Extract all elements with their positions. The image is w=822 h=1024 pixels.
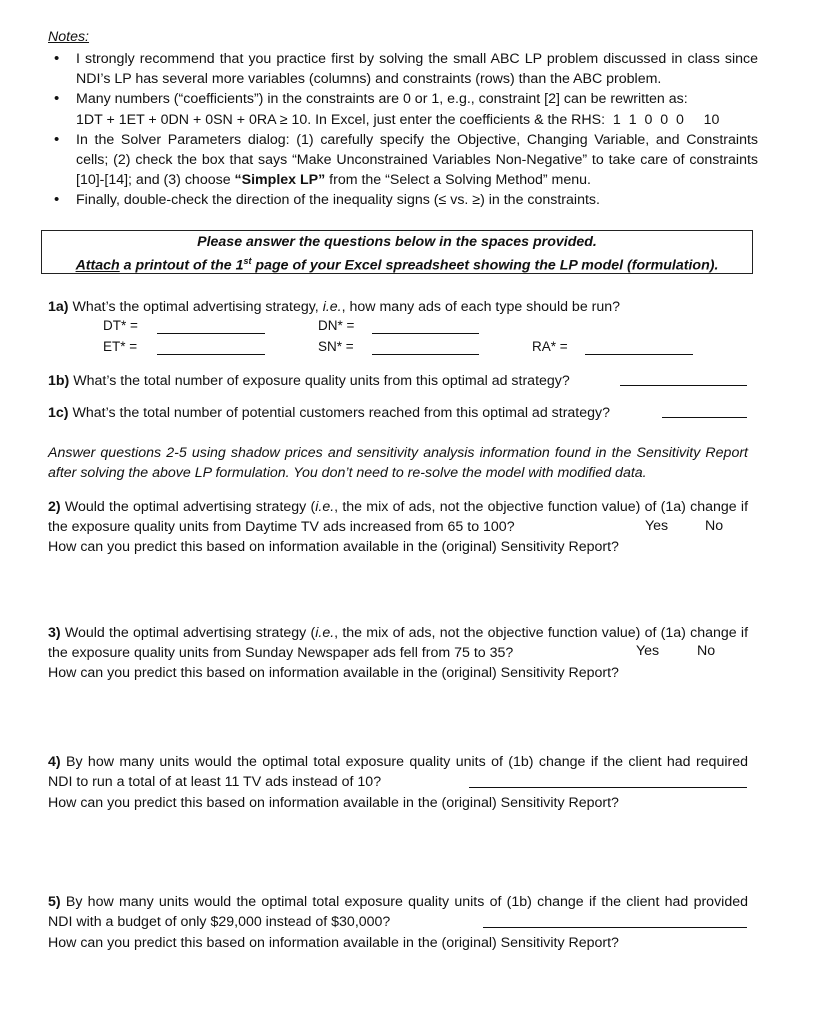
q4-answer-blank[interactable]	[469, 787, 747, 788]
section-intro: Answer questions 2-5 using shadow prices and sensitivity analysis information found in the Sensitivity Report after solving the above LP formulation. You don’t need to re-solve the model with modified data.	[48, 445, 748, 481]
q3-yes-option[interactable]: Yes	[636, 643, 660, 659]
instruction-line-2: Attach a printout of the 1st page of your Excel spreadsheet showing the LP model (formulation).	[75, 256, 719, 274]
ra-label: RA* =	[532, 339, 568, 354]
instruction-box	[41, 230, 753, 274]
sn-answer-blank[interactable]	[372, 354, 479, 355]
ra-answer-blank[interactable]	[585, 354, 693, 355]
et-answer-blank[interactable]	[157, 354, 265, 355]
q4-how-prompt: How can you predict this based on information available in the (original) Sensitivity Report?	[48, 795, 619, 811]
q3-how-prompt: How can you predict this based on information available in the (original) Sensitivity Report?	[48, 665, 619, 681]
dn-label: DN* =	[318, 318, 355, 333]
question-3: 3) Would the optimal advertising strategy (i.e., the mix of ads, not the objective function value) of (1a) change if the exposure quality units from Sunday Newspaper ads fell from 75 to 35?	[48, 625, 749, 661]
q1c-answer-blank[interactable]	[662, 417, 747, 418]
q2-no-option[interactable]: No	[705, 518, 724, 534]
q2-yes-option[interactable]: Yes	[645, 518, 669, 534]
note-coefficients: Many numbers (“coefficients”) in the constraints are 0 or 1, e.g., constraint [2] can be rewritten as:	[76, 91, 688, 108]
q1b-answer-blank[interactable]	[620, 385, 747, 386]
simplex-lp-label: “Simplex LP”	[234, 172, 326, 189]
notes-list	[48, 49, 758, 211]
dn-answer-blank[interactable]	[372, 333, 479, 334]
et-label: ET* =	[103, 339, 138, 354]
sn-label: SN* =	[318, 339, 354, 354]
q5-how-prompt: How can you predict this based on information available in the (original) Sensitivity Report?	[48, 935, 619, 951]
question-1b: 1b) What’s the total number of exposure quality units from this optimal ad strategy?	[48, 373, 570, 389]
question-5: 5) By how many units would the optimal total exposure quality units of (1b) change if the client had provided NDI with a budget of only $29,000 instead of $30,000?	[48, 894, 748, 930]
note-constraint-example: 1DT + 1ET + 0DN + 0SN + 0RA ≥ 10. In Excel, just enter the coefficients & the RHS: 1 1 0 0 0 10	[76, 111, 720, 128]
list-item: • Finally, double-check the direction of the inequality signs (≤ vs. ≥) in the constraints.	[48, 190, 758, 210]
question-4: 4) By how many units would the optimal total exposure quality units of (1b) change if the client had required NDI to run a total of at least 11 TV ads instead of 10?	[48, 754, 748, 790]
q2-how-prompt: How can you predict this based on information available in the (original) Sensitivity Report?	[48, 539, 619, 555]
q5-answer-blank[interactable]	[483, 927, 747, 928]
question-2: 2) Would the optimal advertising strategy (i.e., the mix of ads, not the objective function value) of (1a) change if the exposure quality units from Daytime TV ads increased from 65 to 100?	[48, 499, 749, 535]
list-item	[48, 89, 758, 129]
question-1c: 1c) What’s the total number of potential customers reached from this optimal ad strategy?	[48, 405, 611, 421]
dt-answer-blank[interactable]	[157, 333, 265, 334]
list-item: • I strongly recommend that you practice first by solving the small ABC LP problem discussed in class since NDI’s LP has several more variables (columns) and constraints (rows) than the ABC problem.	[48, 49, 758, 89]
list-item: • In the Solver Parameters dialog: (1) carefully specify the Objective, Changing Variable, and Constraints cells; (2) check the box that says “Make Unconstrained Variables Non-Negative” to take care of constraints [10]-[14]; and (3) choose “Simplex LP” from the “Select a Solving Method” menu.	[48, 130, 758, 191]
question-1a: 1a) What’s the optimal advertising strategy, i.e., how many ads of each type should be run?	[48, 299, 621, 315]
notes-title: Notes:	[48, 29, 90, 45]
instruction-line-1: Please answer the questions below in the spaces provided.	[197, 234, 597, 250]
dt-label: DT* =	[103, 318, 138, 333]
q3-no-option[interactable]: No	[697, 643, 716, 659]
